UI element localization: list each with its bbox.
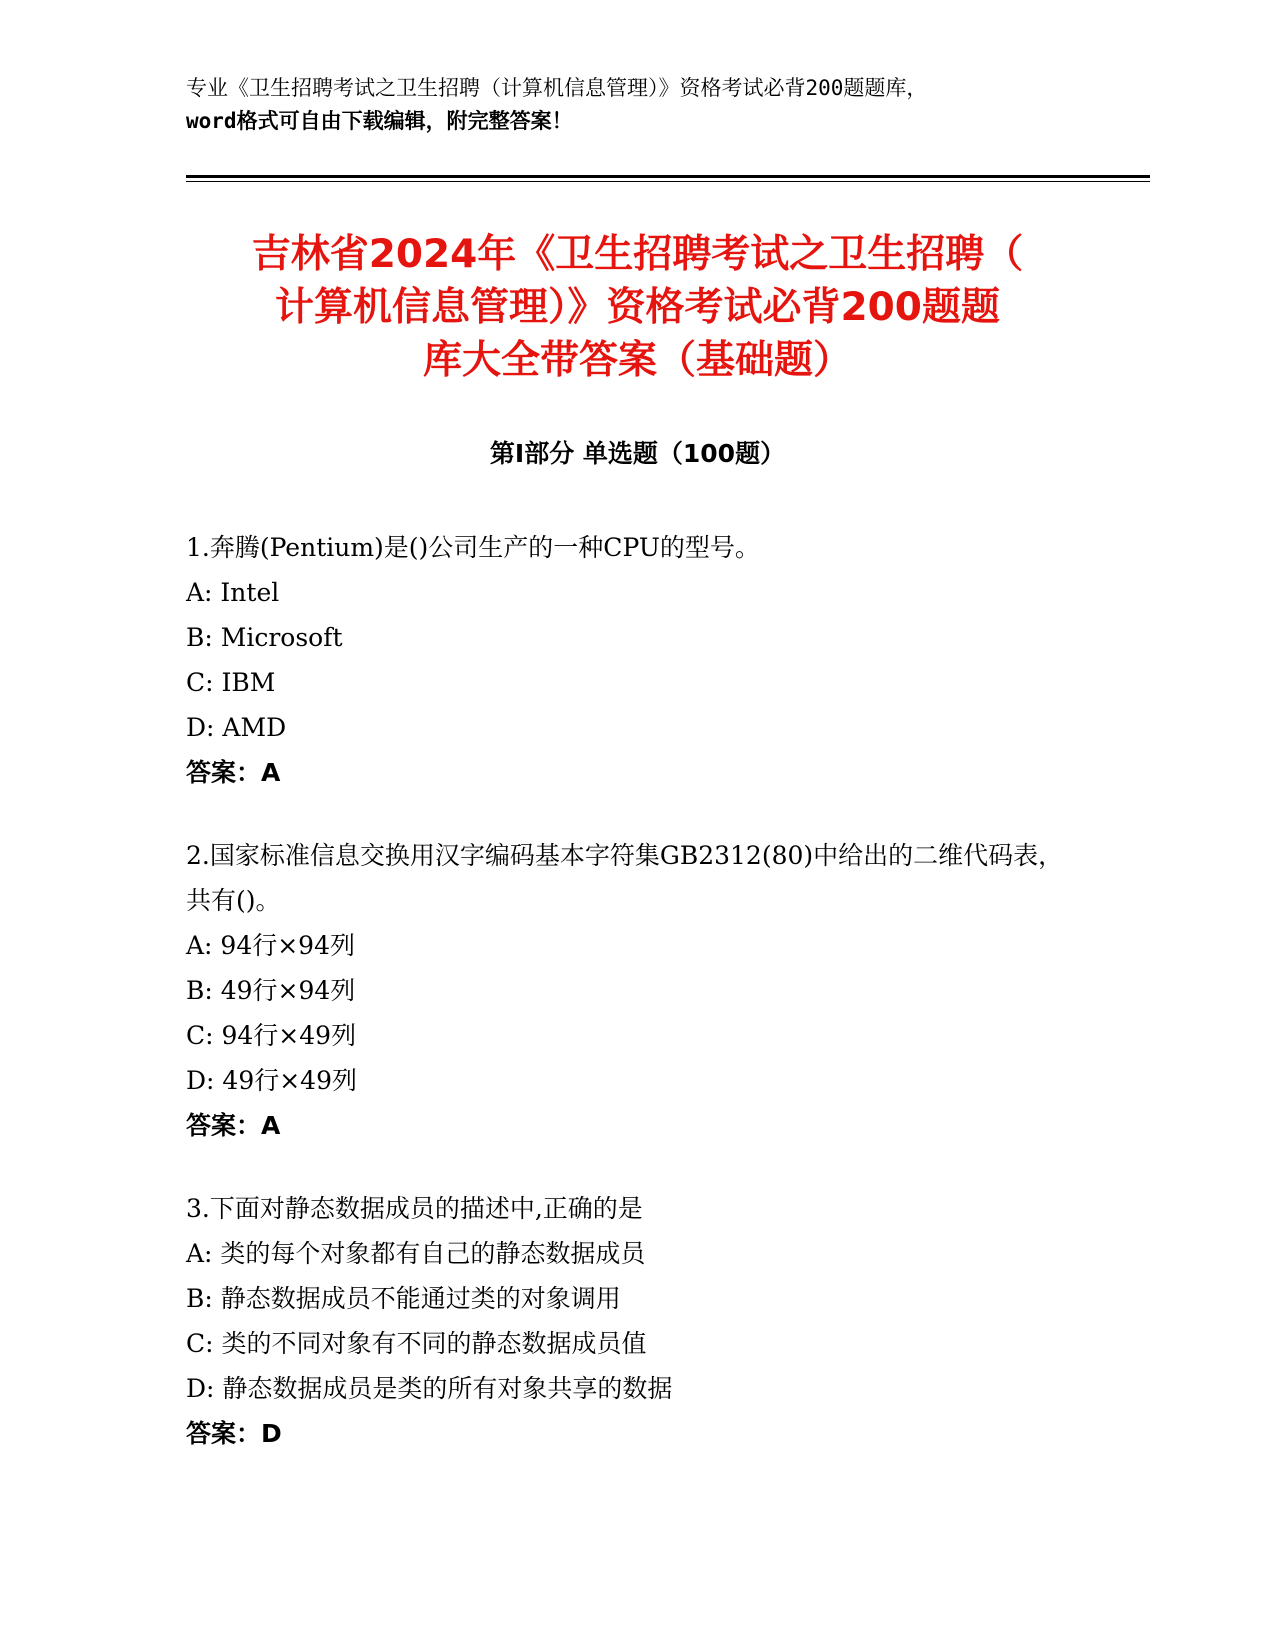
question-stem: 1.奔腾(Pentium)是()公司生产的一种CPU的型号。 xyxy=(186,533,760,562)
question-list xyxy=(186,525,1086,1494)
option-b: B: Microsoft xyxy=(186,623,343,652)
answer-label: 答案：A xyxy=(186,1111,281,1140)
option-c: C: 类的不同对象有不同的静态数据成员值 xyxy=(186,1329,647,1358)
question-3 xyxy=(186,1186,1086,1456)
header-note-line-1: 专业《卫生招聘考试之卫生招聘（计算机信息管理）》资格考试必背200题题库， xyxy=(186,76,928,100)
question-stem: 3.下面对静态数据成员的描述中,正确的是 xyxy=(186,1194,643,1223)
document-title-line-2: 计算机信息管理）》资格考试必背200题题 xyxy=(275,285,1000,330)
header-divider-thick xyxy=(186,175,1150,178)
option-a: A: 94行×94列 xyxy=(186,931,355,960)
header-divider-thin xyxy=(186,181,1150,182)
option-a: A: 类的每个对象都有自己的静态数据成员 xyxy=(186,1239,646,1268)
option-d: D: AMD xyxy=(186,713,287,742)
option-b: B: 静态数据成员不能通过类的对象调用 xyxy=(186,1284,621,1313)
option-a: A: Intel xyxy=(186,578,280,607)
section-title: 第Ⅰ部分 单选题（100题） xyxy=(489,439,786,468)
header-note-line-2: word格式可自由下载编辑，附完整答案！ xyxy=(186,109,573,133)
document-title xyxy=(150,228,1125,387)
question-1 xyxy=(186,525,1086,795)
question-2 xyxy=(186,833,1086,1148)
option-d: D: 静态数据成员是类的所有对象共享的数据 xyxy=(186,1374,673,1403)
option-d: D: 49行×49列 xyxy=(186,1066,357,1095)
document-title-line-3: 库大全带答案（基础题） xyxy=(422,338,852,383)
option-c: C: IBM xyxy=(186,668,276,697)
option-b: B: 49行×94列 xyxy=(186,976,356,1005)
question-stem: 2.国家标准信息交换用汉字编码基本字符集GB2312(80)中给出的二维代码表，共有()。 xyxy=(186,841,1064,915)
option-c: C: 94行×49列 xyxy=(186,1021,357,1050)
document-title-line-1: 吉林省2024年《卫生招聘考试之卫生招聘（ xyxy=(251,232,1024,277)
answer-label: 答案：D xyxy=(186,1419,282,1448)
answer-label: 答案：A xyxy=(186,758,281,787)
header-note xyxy=(186,72,1116,138)
